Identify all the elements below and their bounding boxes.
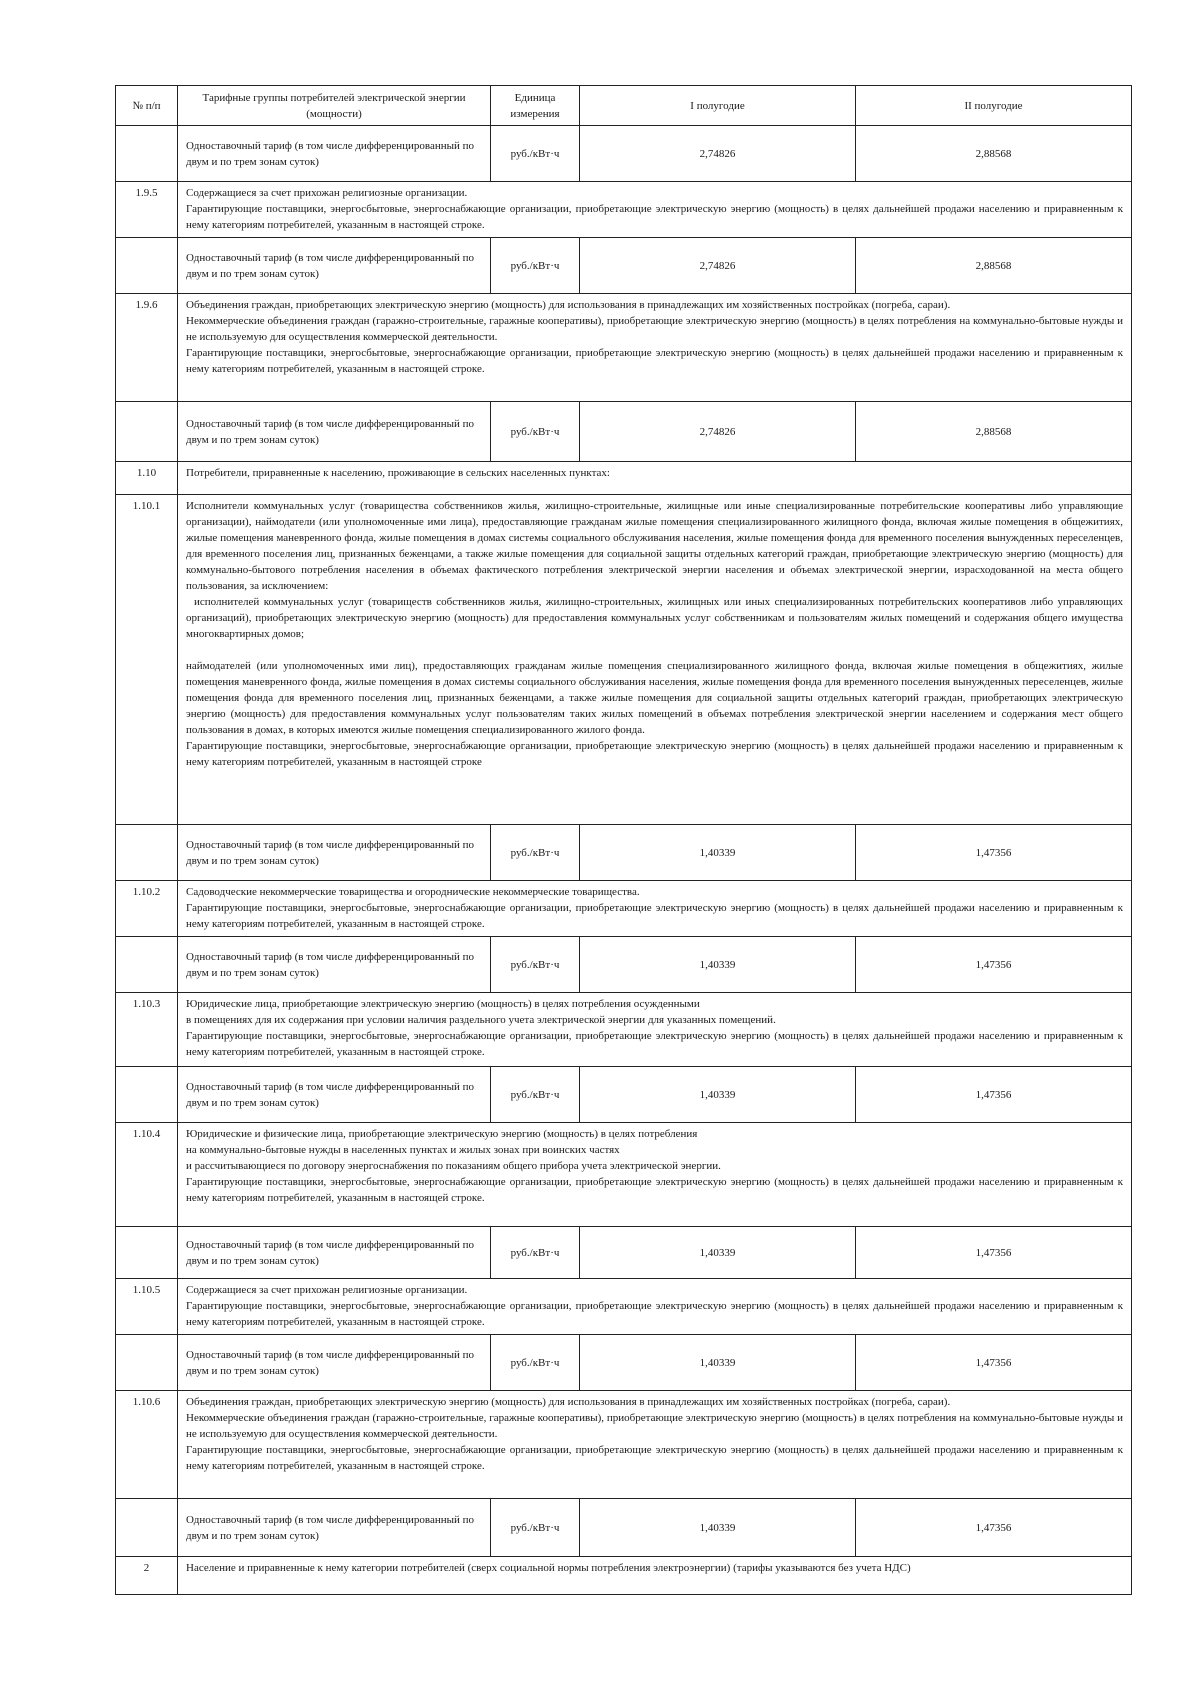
header-h1: I полугодие: [580, 86, 856, 126]
desc-text: Гарантирующие поставщики, энергосбытовые, энергоснабжающие организации, приобретающие электрическую энергию (мощность) в целях дальнейшей продажи населению и приравненным к нему категориям потребителей, указанным в настоящей строке.: [186, 347, 1123, 375]
row-description: [178, 1391, 1132, 1499]
desc-text: Юридические лица, приобретающие электрическую энергию (мощность) в целях потребления осужденными: [186, 998, 700, 1010]
value-h2: 1,47356: [856, 1227, 1132, 1279]
table-row: [116, 1227, 1132, 1279]
desc-text: Гарантирующие поставщики, энергосбытовые, энергоснабжающие организации, приобретающие электрическую энергию (мощность) в целях дальнейшей продажи населению и приравненным к нему категориям потребителей, указанным в настоящей строке: [186, 740, 1123, 768]
row-number: 1.10.5: [116, 1279, 178, 1335]
desc-text: Объединения граждан, приобретающих электрическую энергию (мощность) для использования в принадлежащих им хозяйственных постройках (погреба, сараи).: [186, 299, 951, 311]
tariff-unit: руб./кВт·ч: [491, 1227, 580, 1279]
table-row: [116, 495, 1132, 825]
table-row: [116, 937, 1132, 993]
table-row: [116, 1335, 1132, 1391]
tariff-unit: руб./кВт·ч: [491, 402, 580, 462]
value-h1: 1,40339: [580, 825, 856, 881]
row-number: 1.10.1: [116, 495, 178, 825]
tariff-unit: руб./кВт·ч: [491, 825, 580, 881]
table-row: [116, 1499, 1132, 1557]
table-row: [116, 1557, 1132, 1595]
value-h2: 1,47356: [856, 1335, 1132, 1391]
value-h2: 2,88568: [856, 238, 1132, 294]
table-row: [116, 1067, 1132, 1123]
tariff-label: Одноставочный тариф (в том числе дифференцированный по двум и по трем зонам суток): [178, 402, 491, 462]
desc-text: Содержащиеся за счет прихожан религиозные организации.: [186, 1284, 468, 1296]
row-description: [178, 495, 1132, 825]
tariff-label: Одноставочный тариф (в том числе дифференцированный по двум и по трем зонам суток): [178, 1335, 491, 1391]
desc-text: Некоммерческие объединения граждан (гаражно-строительные, гаражные кооперативы), приобретающие электрическую энергию (мощность) в целях потребления на коммунально-бытовые нужды и не используемую для осуществления коммерческой деятельности.: [186, 1412, 1123, 1440]
tariff-unit: руб./кВт·ч: [491, 1335, 580, 1391]
table-row: [116, 1123, 1132, 1227]
table-row: [116, 993, 1132, 1067]
tariff-label: Одноставочный тариф (в том числе дифференцированный по двум и по трем зонам суток): [178, 238, 491, 294]
row-number: 2: [116, 1557, 178, 1595]
desc-text: Гарантирующие поставщики, энергосбытовые, энергоснабжающие организации, приобретающие электрическую энергию (мощность) в целях дальнейшей продажи населению и приравненным к нему категориям потребителей, указанным в настоящей строке.: [186, 1030, 1123, 1058]
tariff-label: Одноставочный тариф (в том числе дифференцированный по двум и по трем зонам суток): [178, 1499, 491, 1557]
value-h2: 1,47356: [856, 937, 1132, 993]
table-row: [116, 1391, 1132, 1499]
table-row: [116, 881, 1132, 937]
header-unit: Единица измерения: [491, 86, 580, 126]
table-row: [116, 294, 1132, 402]
desc-text: Гарантирующие поставщики, энергосбытовые, энергоснабжающие организации, приобретающие электрическую энергию (мощность) в целях дальнейшей продажи населению и приравненным к нему категориям потребителей, указанным в настоящей строке.: [186, 1176, 1123, 1204]
row-number: 1.10.3: [116, 993, 178, 1067]
tariff-unit: руб./кВт·ч: [491, 126, 580, 182]
desc-text: Гарантирующие поставщики, энергосбытовые, энергоснабжающие организации, приобретающие электрическую энергию (мощность) в целях дальнейшей продажи населению и приравненным к нему категориям потребителей, указанным в настоящей строке.: [186, 1300, 1123, 1328]
table-row: [116, 402, 1132, 462]
value-h1: 1,40339: [580, 1335, 856, 1391]
header-num: № п/п: [116, 86, 178, 126]
desc-text: Потребители, приравненные к населению, проживающие в сельских населенных пунктах:: [186, 467, 610, 479]
desc-text: Население и приравненные к нему категории потребителей (сверх социальной нормы потребления электроэнергии) (тарифы указываются без учета НДС): [186, 1562, 911, 1574]
header-h2: II полугодие: [856, 86, 1132, 126]
value-h1: 1,40339: [580, 1499, 856, 1557]
row-description: [178, 1123, 1132, 1227]
value-h1: 1,40339: [580, 1067, 856, 1123]
row-number: 1.10.2: [116, 881, 178, 937]
header-group: Тарифные группы потребителей электрической энергии (мощности): [178, 86, 491, 126]
row-description: [178, 1279, 1132, 1335]
value-h2: 1,47356: [856, 1067, 1132, 1123]
row-number: 1.9.5: [116, 182, 178, 238]
tariff-unit: руб./кВт·ч: [491, 937, 580, 993]
value-h1: 2,74826: [580, 126, 856, 182]
desc-text: в помещениях для их содержания при условии наличия раздельного учета электрической энергии для указанных помещений.: [186, 1014, 776, 1026]
tariff-unit: руб./кВт·ч: [491, 1499, 580, 1557]
tariff-label: Одноставочный тариф (в том числе дифференцированный по двум и по трем зонам суток): [178, 1227, 491, 1279]
value-h2: 1,47356: [856, 825, 1132, 881]
desc-text: и рассчитывающиеся по договору энергоснабжения по показаниям общего прибора учета электрической энергии.: [186, 1160, 721, 1172]
row-number: 1.10.6: [116, 1391, 178, 1499]
row-number: 1.10: [116, 462, 178, 495]
row-number: 1.10.4: [116, 1123, 178, 1227]
desc-text: Содержащиеся за счет прихожан религиозные организации.: [186, 187, 468, 199]
tariff-unit: руб./кВт·ч: [491, 238, 580, 294]
value-h2: 1,47356: [856, 1499, 1132, 1557]
desc-text: Садоводческие некоммерческие товарищества и огороднические некоммерческие товарищества.: [186, 886, 640, 898]
desc-text: Юридические и физические лица, приобретающие электрическую энергию (мощность) в целях потребления: [186, 1128, 698, 1140]
desc-text: Объединения граждан, приобретающих электрическую энергию (мощность) для использования в принадлежащих им хозяйственных постройках (погреба, сараи).: [186, 1396, 951, 1408]
desc-text: исполнителей коммунальных услуг (товариществ собственников жилья, жилищно-строительных, жилищных или иных специализированных потребительских кооперативов либо управляющих организаций), приобретающих электрическую энергию (мощность) для предоставления коммунальных услуг собственникам и пользователям жилых помещений и содержания общего имущества многоквартирных домов;: [186, 596, 1123, 640]
tariff-label: Одноставочный тариф (в том числе дифференцированный по двум и по трем зонам суток): [178, 825, 491, 881]
tariff-table: [115, 85, 1132, 1595]
row-description: [178, 993, 1132, 1067]
desc-text: Гарантирующие поставщики, энергосбытовые, энергоснабжающие организации, приобретающие электрическую энергию (мощность) в целях дальнейшей продажи населению и приравненным к нему категориям потребителей, указанным в настоящей строке.: [186, 203, 1123, 231]
desc-text: Гарантирующие поставщики, энергосбытовые, энергоснабжающие организации, приобретающие электрическую энергию (мощность) в целях дальнейшей продажи населению и приравненным к нему категориям потребителей, указанным в настоящей строке.: [186, 902, 1123, 930]
desc-text: Гарантирующие поставщики, энергосбытовые, энергоснабжающие организации, приобретающие электрическую энергию (мощность) в целях дальнейшей продажи населению и приравненным к нему категориям потребителей, указанным в настоящей строке.: [186, 1444, 1123, 1472]
table-header-row: [116, 86, 1132, 126]
value-h2: 2,88568: [856, 126, 1132, 182]
value-h1: 1,40339: [580, 1227, 856, 1279]
row-description: [178, 1557, 1132, 1595]
table-row: [116, 182, 1132, 238]
value-h1: 1,40339: [580, 937, 856, 993]
table-row: [116, 1279, 1132, 1335]
desc-text: Некоммерческие объединения граждан (гаражно-строительные, гаражные кооперативы), приобретающие электрическую энергию (мощность) в целях потребления на коммунально-бытовые нужды и не используемую для осуществления коммерческой деятельности.: [186, 315, 1123, 343]
table-row: [116, 238, 1132, 294]
tariff-unit: руб./кВт·ч: [491, 1067, 580, 1123]
row-number: 1.9.6: [116, 294, 178, 402]
value-h1: 2,74826: [580, 402, 856, 462]
row-description: [178, 881, 1132, 937]
table-row: [116, 126, 1132, 182]
value-h1: 2,74826: [580, 238, 856, 294]
desc-text: на коммунально-бытовые нужды в населенных пунктах и жилых зонах при воинских частях: [186, 1144, 620, 1156]
tariff-label: Одноставочный тариф (в том числе дифференцированный по двум и по трем зонам суток): [178, 126, 491, 182]
desc-text: наймодателей (или уполномоченных ими лиц), предоставляющих гражданам жилые помещения специализированного жилищного фонда, включая жилые помещения в общежитиях, жилые помещения маневренного фонда, жилые помещения в домах системы социального обслуживания населения, жилые помещения фонда для временного поселения вынужденных переселенцев, жилые помещения фонда для временного поселения лиц, признанных беженцами, а также жилые помещения для социальной защиты отдельных категорий граждан, приобретающих электрическую энергию (мощность) для предоставления коммунальных услуг пользователям таких жилых помещений в объемах потребления электрической энергии населением и содержания мест общего пользования в домах, в которых имеются жилые помещения специализированного жилого фонда.: [186, 660, 1123, 736]
value-h2: 2,88568: [856, 402, 1132, 462]
table-row: [116, 825, 1132, 881]
row-description: [178, 462, 1132, 495]
tariff-label: Одноставочный тариф (в том числе дифференцированный по двум и по трем зонам суток): [178, 1067, 491, 1123]
table-row: [116, 462, 1132, 495]
row-description: [178, 182, 1132, 238]
desc-text: Исполнители коммунальных услуг (товарищества собственников жилья, жилищно-строительные, жилищные или иные специализированные потребительские кооперативы либо управляющие организации), наймодатели (или уполномоченные ими лица), предоставляющие гражданам жилые помещения специализированного жилищного фонда, включая жилые помещения в общежитиях, жилые помещения маневренного фонда, жилые помещения в домах системы социального обслуживания населения, жилые помещения фонда для временного поселения вынужденных переселенцев, для временного поселения лиц, признанных беженцами, а также жилые помещения для социальной защиты отдельных категорий граждан, приобретающие электрическую энергию (мощность) для коммунально-бытового потребления населения в объемах фактического потребления электрической энергии населения и объемах электрической энергии, израсходованной на места общего пользования, за исключением:: [186, 500, 1123, 592]
tariff-label: Одноставочный тариф (в том числе дифференцированный по двум и по трем зонам суток): [178, 937, 491, 993]
row-description: [178, 294, 1132, 402]
